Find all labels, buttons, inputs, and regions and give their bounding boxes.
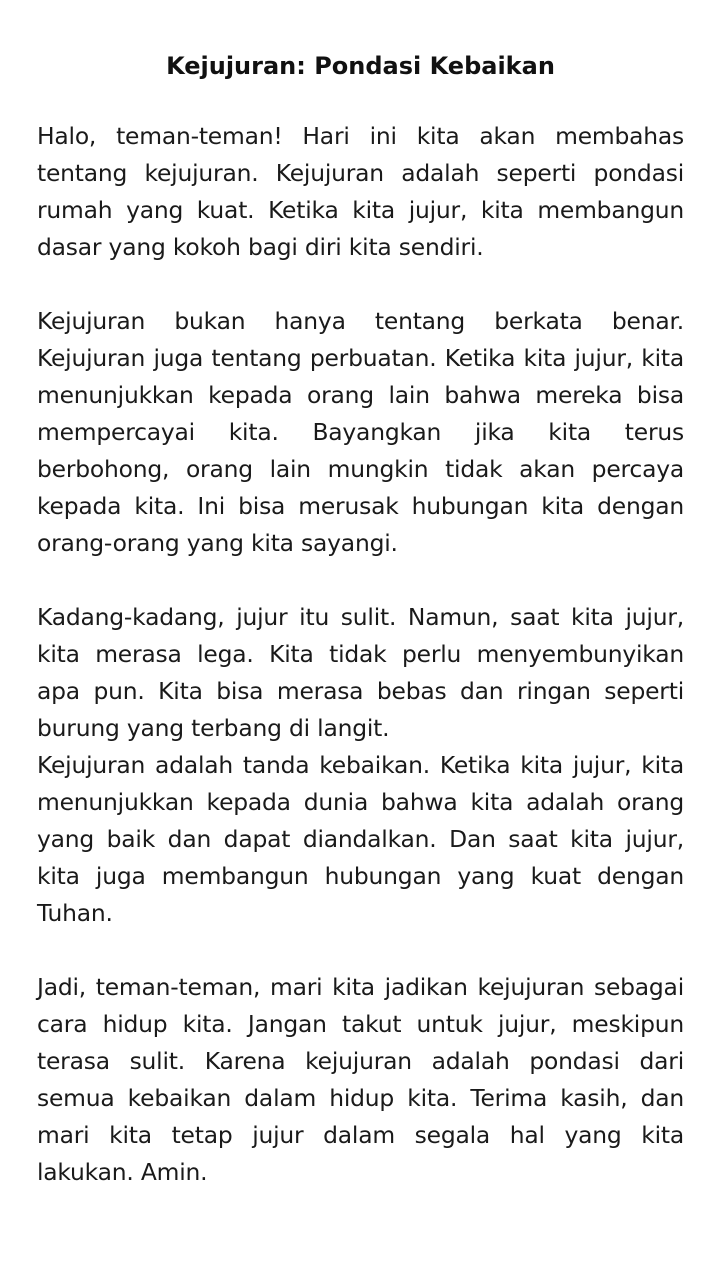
document-title: Kejujuran: Pondasi Kebaikan — [166, 52, 555, 80]
paragraph-honesty-kindness: Kejujuran adalah tanda kebaikan. Ketika kita jujur, kita menunjukkan kepada dunia bahwa kita adalah orang yang baik dan dapat diandalkan. Dan saat kita jujur, kita juga membangun hubungan yang kuat dengan Tuhan. — [37, 751, 684, 927]
paragraph-honesty-difficult: Kadang-kadang, jujur itu sulit. Namun, saat kita jujur, kita merasa lega. Kita tidak perlu menyembunyikan apa pun. Kita bisa merasa bebas dan ringan seperti burung yang terbang di langit. — [37, 603, 684, 742]
paragraph-closing: Jadi, teman-teman, mari kita jadikan kejujuran sebagai cara hidup kita. Jangan takut untuk jujur, meskipun terasa sulit. Karena kejujuran adalah pondasi dari semua kebaikan dalam hidup kita. Terima kasih, dan mari kita tetap jujur dalam segala hal yang kita lakukan. Amin. — [37, 973, 684, 1186]
paragraph-honesty-actions: Kejujuran bukan hanya tentang berkata benar. Kejujuran juga tentang perbuatan. Ketika kita jujur, kita menunjukkan kepada orang lain bahwa mereka bisa mempercayai kita. Bayangkan jika kita terus berbohong, orang lain mungkin tidak akan percaya kepada kita. Ini bisa merusak hubungan kita dengan orang-orang yang kita sayangi. — [37, 307, 684, 557]
paragraph-intro: Halo, teman-teman! Hari ini kita akan membahas tentang kejujuran. Kejujuran adalah seperti pondasi rumah yang kuat. Ketika kita jujur, kita membangun dasar yang kokoh bagi diri kita sendiri. — [37, 122, 684, 261]
